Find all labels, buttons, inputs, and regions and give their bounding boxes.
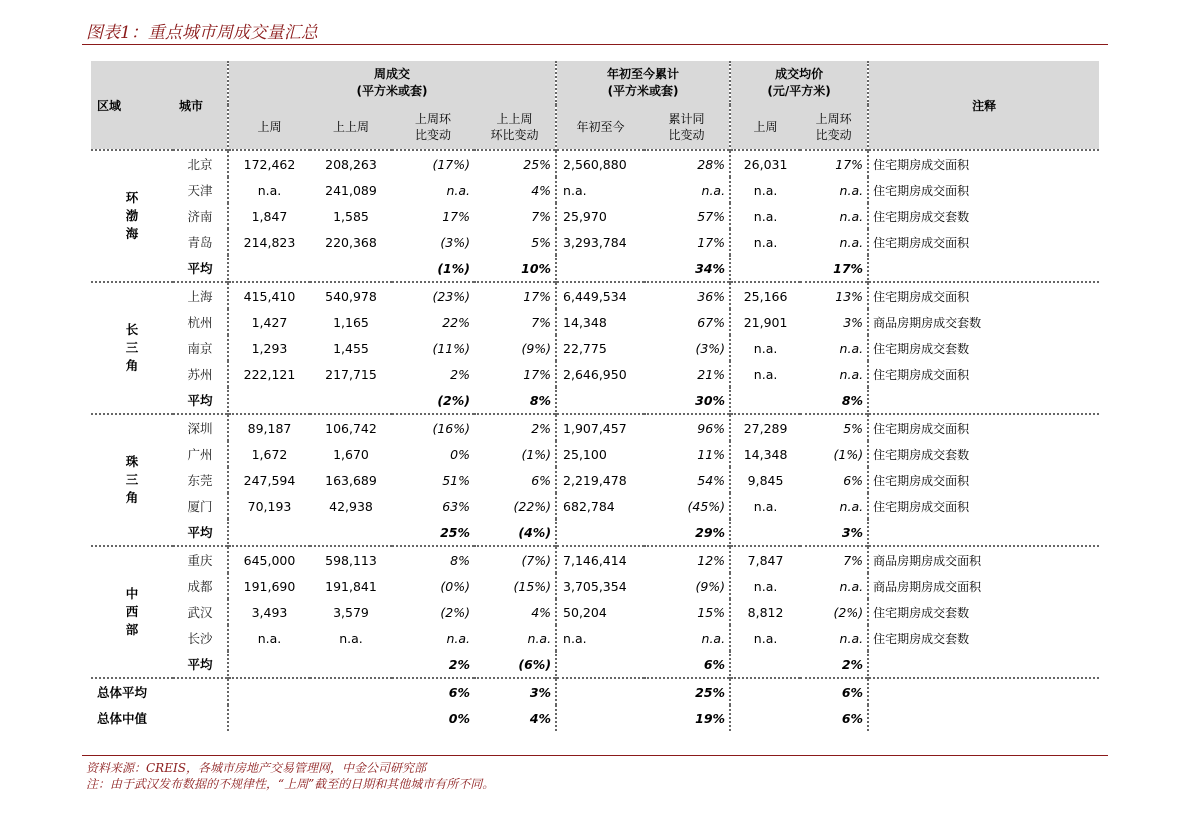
ytd-cell: 682,784 bbox=[563, 498, 615, 514]
last-week-cell: 172,462 bbox=[228, 150, 310, 177]
pwow-cell: 17% bbox=[474, 361, 556, 387]
yoy-cell: 15% bbox=[644, 599, 730, 625]
price-cell: 27,289 bbox=[730, 414, 800, 441]
city-cell: 北京 bbox=[173, 150, 228, 177]
empty-cell bbox=[228, 519, 310, 546]
city-cell: 长沙 bbox=[187, 631, 213, 646]
empty-cell bbox=[310, 255, 392, 282]
total-pwow-cell: 3% bbox=[474, 678, 556, 705]
empty-cell bbox=[228, 387, 310, 414]
header-ytd: 年初至今 bbox=[556, 105, 644, 150]
ytd-cell: 22,775 bbox=[563, 340, 607, 356]
empty-cell bbox=[310, 705, 392, 731]
table-row bbox=[91, 414, 1099, 441]
price-cell: 25,166 bbox=[730, 282, 800, 309]
price-cell: n.a. bbox=[753, 182, 778, 198]
empty-cell bbox=[730, 651, 800, 678]
avg-yoy-cell: 34% bbox=[644, 255, 730, 282]
table-body bbox=[91, 150, 1099, 731]
last-week-cell: 1,293 bbox=[228, 335, 310, 361]
weekly-transactions-table bbox=[91, 61, 1099, 731]
price-cell: 26,031 bbox=[730, 150, 800, 177]
avg-price-change-cell: 17% bbox=[800, 255, 868, 282]
ytd-cell: 3,293,784 bbox=[563, 234, 627, 250]
ytd-cell: 1,907,457 bbox=[556, 414, 644, 441]
note-cell: 商品房期房成交套数 bbox=[873, 315, 982, 330]
avg-price-change-cell: 3% bbox=[800, 519, 868, 546]
last-week-cell: 222,121 bbox=[228, 361, 310, 387]
last-week-cell: 247,594 bbox=[228, 467, 310, 493]
avg-pwow-cell: (4%) bbox=[474, 519, 556, 546]
total-label: 总体中值 bbox=[97, 711, 148, 726]
empty-cell bbox=[556, 387, 644, 414]
empty-cell bbox=[310, 651, 392, 678]
table-row bbox=[91, 203, 1099, 229]
empty-cell bbox=[556, 678, 644, 705]
empty-cell bbox=[228, 705, 310, 731]
pwow-cell: (15%) bbox=[474, 573, 556, 599]
total-label: 总体平均 bbox=[91, 678, 228, 705]
wow-cell: 51% bbox=[442, 472, 470, 488]
last-week-cell: 1,427 bbox=[228, 309, 310, 335]
total-yoy-cell: 19% bbox=[644, 705, 730, 731]
pwow-cell: 6% bbox=[474, 467, 556, 493]
wow-cell: (2%) bbox=[440, 604, 470, 620]
week-before-cell: 163,689 bbox=[325, 472, 377, 488]
average-row bbox=[91, 651, 1099, 678]
table-row bbox=[91, 150, 1099, 177]
wow-cell: 0% bbox=[450, 446, 470, 462]
total-price-change-cell: 6% bbox=[800, 678, 868, 705]
note-cell: 住宅期房成交面积 bbox=[873, 367, 970, 382]
total-row bbox=[91, 705, 1099, 731]
note-cell: 住宅期房成交套数 bbox=[873, 341, 970, 356]
header-week-before: 上上周 bbox=[310, 105, 392, 150]
yoy-cell: n.a. bbox=[644, 177, 730, 203]
wow-cell: (16%) bbox=[392, 414, 474, 441]
ytd-cell: 6,449,534 bbox=[556, 282, 644, 309]
price-change-cell: 5% bbox=[800, 414, 868, 441]
footnote: 注：由于武汉发布数据的不规律性，“上周”截至的日期和其他城市有所不同。 bbox=[86, 777, 495, 791]
empty-cell bbox=[556, 519, 644, 546]
empty-cell bbox=[228, 651, 310, 678]
week-before-cell: 3,579 bbox=[333, 604, 369, 620]
wow-cell: (17%) bbox=[392, 150, 474, 177]
header-yoy: 累计同 比变动 bbox=[644, 105, 730, 150]
yoy-cell: 17% bbox=[644, 229, 730, 255]
note-cell: 住宅期房成交面积 bbox=[873, 235, 970, 250]
avg-price-change-cell: 8% bbox=[800, 387, 868, 414]
price-change-cell: n.a. bbox=[800, 361, 868, 387]
avg-pwow-cell: 10% bbox=[474, 255, 556, 282]
city-cell: 深圳 bbox=[173, 414, 228, 441]
city-cell: 天津 bbox=[187, 183, 213, 198]
header-price-wow: 上周环 比变动 bbox=[800, 105, 868, 150]
empty-cell bbox=[556, 255, 644, 282]
last-week-cell: n.a. bbox=[228, 177, 310, 203]
price-change-cell: n.a. bbox=[800, 229, 868, 255]
header-price-last: 上周 bbox=[730, 105, 800, 150]
wow-cell: (0%) bbox=[440, 578, 470, 594]
wow-cell: n.a. bbox=[446, 182, 470, 198]
ytd-cell: 2,219,478 bbox=[563, 472, 627, 488]
empty-cell bbox=[556, 705, 644, 731]
note-cell: 住宅期房成交面积 bbox=[868, 414, 1099, 441]
yoy-cell: 11% bbox=[644, 441, 730, 467]
ytd-cell: 50,204 bbox=[563, 604, 607, 620]
price-change-cell: 13% bbox=[800, 282, 868, 309]
city-cell: 厦门 bbox=[187, 499, 213, 514]
week-before-cell: 598,113 bbox=[310, 546, 392, 573]
city-cell: 上海 bbox=[173, 282, 228, 309]
pwow-cell: n.a. bbox=[474, 625, 556, 651]
pwow-cell: 2% bbox=[474, 414, 556, 441]
week-before-cell: 1,670 bbox=[333, 446, 369, 462]
header-notes: 注释 bbox=[868, 61, 1099, 150]
price-change-cell: n.a. bbox=[800, 493, 868, 519]
note-cell: 商品房期房成交面积 bbox=[868, 546, 1099, 573]
price-change-cell: 17% bbox=[800, 150, 868, 177]
yoy-cell: 21% bbox=[644, 361, 730, 387]
region-label: 中 西 部 bbox=[91, 546, 173, 678]
wow-cell: n.a. bbox=[446, 630, 470, 646]
city-cell: 杭州 bbox=[187, 315, 213, 330]
last-week-cell: 1,847 bbox=[228, 203, 310, 229]
ytd-cell: 2,646,950 bbox=[563, 366, 627, 382]
week-before-cell: 1,455 bbox=[333, 340, 369, 356]
yoy-cell: 54% bbox=[644, 467, 730, 493]
table-row bbox=[91, 282, 1099, 309]
table-row bbox=[91, 493, 1099, 519]
header-wow: 上周环 比变动 bbox=[392, 105, 474, 150]
note-cell: 住宅期房成交套数 bbox=[873, 605, 970, 620]
average-label: 平均 bbox=[187, 261, 213, 276]
yoy-cell: 28% bbox=[644, 150, 730, 177]
note-cell: 商品房期房成交面积 bbox=[873, 579, 982, 594]
last-week-cell: 1,672 bbox=[228, 441, 310, 467]
average-label: 平均 bbox=[187, 393, 213, 408]
empty-cell bbox=[730, 678, 800, 705]
last-week-cell: 214,823 bbox=[228, 229, 310, 255]
last-week-cell: n.a. bbox=[228, 625, 310, 651]
pwow-cell: 5% bbox=[474, 229, 556, 255]
table-row bbox=[91, 441, 1099, 467]
wow-cell: (23%) bbox=[392, 282, 474, 309]
table-row bbox=[91, 599, 1099, 625]
empty-cell bbox=[730, 387, 800, 414]
pwow-cell: 7% bbox=[474, 309, 556, 335]
ytd-cell: 7,146,414 bbox=[556, 546, 644, 573]
empty-cell bbox=[730, 705, 800, 731]
empty-cell bbox=[868, 255, 1099, 282]
week-before-cell: 106,742 bbox=[310, 414, 392, 441]
ytd-cell: 25,100 bbox=[563, 446, 607, 462]
price-change-cell: n.a. bbox=[800, 573, 868, 599]
week-before-cell: 1,165 bbox=[333, 314, 369, 330]
empty-cell bbox=[868, 678, 1099, 705]
total-price-change-cell: 6% bbox=[800, 705, 868, 731]
price-cell: 14,348 bbox=[743, 446, 788, 462]
avg-yoy-cell: 6% bbox=[644, 651, 730, 678]
price-cell: 9,845 bbox=[747, 472, 784, 488]
table-row bbox=[91, 546, 1099, 573]
last-week-cell: 191,690 bbox=[228, 573, 310, 599]
average-row bbox=[91, 519, 1099, 546]
price-cell: n.a. bbox=[753, 498, 778, 514]
total-pwow-cell: 4% bbox=[474, 705, 556, 731]
note-cell: 住宅期房成交套数 bbox=[873, 209, 970, 224]
total-yoy-cell: 25% bbox=[644, 678, 730, 705]
header-weekly-group: 周成交 (平方米或套) bbox=[228, 61, 556, 105]
avg-wow-cell: (2%) bbox=[437, 392, 470, 408]
pwow-cell: 17% bbox=[474, 282, 556, 309]
average-row bbox=[91, 255, 1099, 282]
last-week-cell: 645,000 bbox=[228, 546, 310, 573]
title-rule bbox=[82, 44, 1108, 45]
note-cell: 住宅期房成交面积 bbox=[873, 473, 970, 488]
pwow-cell: 25% bbox=[474, 150, 556, 177]
average-label: 平均 bbox=[187, 657, 213, 672]
note-cell: 住宅期房成交面积 bbox=[873, 183, 970, 198]
ytd-cell: 25,970 bbox=[563, 208, 607, 224]
ytd-cell: 14,348 bbox=[563, 314, 607, 330]
yoy-cell: (3%) bbox=[644, 335, 730, 361]
avg-wow-cell: 25% bbox=[440, 524, 470, 540]
wow-cell: 63% bbox=[442, 498, 470, 514]
empty-cell bbox=[868, 651, 1099, 678]
price-change-cell: (1%) bbox=[800, 441, 868, 467]
region-label: 环 渤 海 bbox=[91, 150, 173, 282]
price-change-cell: 6% bbox=[800, 467, 868, 493]
yoy-cell: (9%) bbox=[644, 573, 730, 599]
region-label: 长 三 角 bbox=[91, 282, 173, 414]
price-change-cell: n.a. bbox=[800, 625, 868, 651]
empty-cell bbox=[310, 678, 392, 705]
wow-cell: 8% bbox=[392, 546, 474, 573]
price-cell: n.a. bbox=[753, 578, 778, 594]
yoy-cell: 36% bbox=[644, 282, 730, 309]
total-wow-cell: 0% bbox=[448, 710, 470, 726]
pwow-cell: (9%) bbox=[474, 335, 556, 361]
week-before-cell: 191,841 bbox=[325, 578, 377, 594]
empty-cell bbox=[868, 705, 1099, 731]
table-row bbox=[91, 467, 1099, 493]
avg-pwow-cell: 8% bbox=[474, 387, 556, 414]
table-row bbox=[91, 573, 1099, 599]
city-cell: 东莞 bbox=[187, 473, 213, 488]
wow-cell: 17% bbox=[442, 208, 470, 224]
city-cell: 青岛 bbox=[187, 235, 213, 250]
price-change-cell: 7% bbox=[800, 546, 868, 573]
header-price-group: 成交均价 (元/平方米) bbox=[730, 61, 868, 105]
pwow-cell: 7% bbox=[474, 203, 556, 229]
city-cell: 重庆 bbox=[173, 546, 228, 573]
price-cell: 7,847 bbox=[730, 546, 800, 573]
header-pwow: 上上周 环比变动 bbox=[474, 105, 556, 150]
avg-wow-cell: 2% bbox=[448, 656, 470, 672]
week-before-cell: 220,368 bbox=[325, 234, 377, 250]
price-change-cell: (2%) bbox=[800, 599, 868, 625]
week-before-cell: 241,089 bbox=[325, 182, 377, 198]
avg-yoy-cell: 30% bbox=[644, 387, 730, 414]
ytd-cell: 3,705,354 bbox=[563, 578, 627, 594]
price-change-cell: n.a. bbox=[800, 335, 868, 361]
empty-cell bbox=[228, 678, 310, 705]
table-row bbox=[91, 335, 1099, 361]
empty-cell bbox=[310, 519, 392, 546]
price-cell: n.a. bbox=[753, 366, 778, 382]
header-region: 区域 bbox=[91, 61, 173, 150]
header-last-week: 上周 bbox=[228, 105, 310, 150]
pwow-cell: (7%) bbox=[474, 546, 556, 573]
wow-cell: (3%) bbox=[440, 234, 470, 250]
header-city: 城市 bbox=[173, 61, 228, 150]
price-cell: 21,901 bbox=[743, 314, 788, 330]
total-wow-cell: 6% bbox=[392, 678, 474, 705]
yoy-cell: 96% bbox=[644, 414, 730, 441]
table-row bbox=[91, 309, 1099, 335]
empty-cell bbox=[868, 519, 1099, 546]
empty-cell bbox=[730, 255, 800, 282]
avg-pwow-cell: (6%) bbox=[474, 651, 556, 678]
total-row bbox=[91, 678, 1099, 705]
average-label: 平均 bbox=[187, 525, 213, 540]
price-change-cell: n.a. bbox=[800, 177, 868, 203]
note-cell: 住宅期房成交套数 bbox=[873, 447, 970, 462]
ytd-cell: n.a. bbox=[563, 630, 587, 646]
note-cell: 住宅期房成交面积 bbox=[868, 150, 1099, 177]
region-label: 珠 三 角 bbox=[91, 414, 173, 546]
price-cell: 8,812 bbox=[747, 604, 784, 620]
city-cell: 济南 bbox=[187, 209, 213, 224]
pwow-cell: (22%) bbox=[474, 493, 556, 519]
week-before-cell: 1,585 bbox=[333, 208, 369, 224]
table-row bbox=[91, 361, 1099, 387]
empty-cell bbox=[228, 255, 310, 282]
avg-yoy-cell: 29% bbox=[644, 519, 730, 546]
ytd-cell: n.a. bbox=[563, 182, 587, 198]
pwow-cell: (1%) bbox=[474, 441, 556, 467]
yoy-cell: 57% bbox=[644, 203, 730, 229]
last-week-cell: 415,410 bbox=[228, 282, 310, 309]
price-cell: n.a. bbox=[753, 234, 778, 250]
week-before-cell: 208,263 bbox=[310, 150, 392, 177]
yoy-cell: 12% bbox=[644, 546, 730, 573]
last-week-cell: 70,193 bbox=[228, 493, 310, 519]
city-cell: 南京 bbox=[187, 341, 213, 356]
pwow-cell: 4% bbox=[474, 177, 556, 203]
city-cell: 武汉 bbox=[187, 605, 213, 620]
empty-cell bbox=[556, 651, 644, 678]
wow-cell: 2% bbox=[450, 366, 470, 382]
figure-title: 图表1：重点城市周成交量汇总 bbox=[86, 23, 318, 43]
footer-notes bbox=[86, 760, 494, 792]
price-cell: n.a. bbox=[753, 630, 778, 646]
pwow-cell: 4% bbox=[474, 599, 556, 625]
table-row bbox=[91, 229, 1099, 255]
empty-cell bbox=[310, 387, 392, 414]
note-cell: 住宅期房成交套数 bbox=[873, 631, 970, 646]
empty-cell bbox=[730, 519, 800, 546]
price-cell: n.a. bbox=[753, 208, 778, 224]
week-before-cell: 540,978 bbox=[310, 282, 392, 309]
week-before-cell: 42,938 bbox=[329, 498, 373, 514]
last-week-cell: 3,493 bbox=[228, 599, 310, 625]
wow-cell: 22% bbox=[442, 314, 470, 330]
note-cell: 住宅期房成交面积 bbox=[868, 282, 1099, 309]
wow-cell: (11%) bbox=[432, 340, 470, 356]
yoy-cell: (45%) bbox=[644, 493, 730, 519]
price-change-cell: n.a. bbox=[800, 203, 868, 229]
week-before-cell: n.a. bbox=[339, 630, 363, 646]
yoy-cell: n.a. bbox=[644, 625, 730, 651]
source-note: 资料来源：CREIS，各城市房地产交易管理网，中金公司研究部 bbox=[86, 761, 426, 775]
note-cell: 住宅期房成交面积 bbox=[873, 499, 970, 514]
price-cell: n.a. bbox=[753, 340, 778, 356]
week-before-cell: 217,715 bbox=[325, 366, 377, 382]
empty-cell bbox=[868, 387, 1099, 414]
table-row bbox=[91, 177, 1099, 203]
avg-price-change-cell: 2% bbox=[800, 651, 868, 678]
city-cell: 广州 bbox=[187, 447, 213, 462]
header-ytd-group: 年初至今累计 (平方米或套) bbox=[556, 61, 730, 105]
last-week-cell: 89,187 bbox=[228, 414, 310, 441]
table-row bbox=[91, 625, 1099, 651]
price-change-cell: 3% bbox=[800, 309, 868, 335]
average-row bbox=[91, 387, 1099, 414]
city-cell: 成都 bbox=[187, 579, 213, 594]
ytd-cell: 2,560,880 bbox=[556, 150, 644, 177]
yoy-cell: 67% bbox=[644, 309, 730, 335]
city-cell: 苏州 bbox=[187, 367, 213, 382]
avg-wow-cell: (1%) bbox=[437, 260, 470, 276]
footer-rule bbox=[82, 755, 1108, 756]
